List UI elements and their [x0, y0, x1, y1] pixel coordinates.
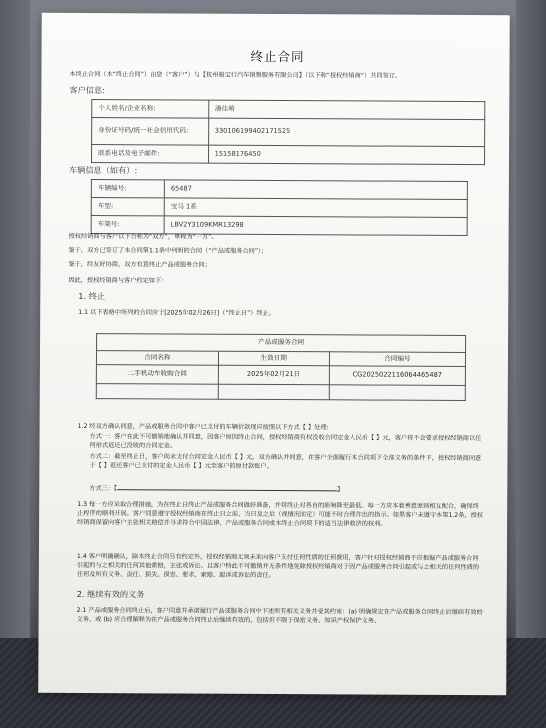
clause-1-2-option-1: 方式一：客户在此不可撤销地确认并同意，因客户原因终止合同，授权经销商有权没收合同定金人民币【 】元，客户将不会要求授权经销商以任何形式返还已没收的合同定金。	[89, 433, 482, 450]
option-3-blank	[117, 483, 337, 491]
customer-name-label: 个人姓名/企业名称:	[92, 100, 209, 119]
clause-1-2-option-3: 方式三：【	[89, 485, 118, 493]
cell-contract-number: CG2025022116064465487	[329, 366, 465, 386]
whereas-clause-1: 鉴于，双方已签订了本合同第1.1条中列明的合同（“产品或服务合同”）；	[68, 246, 268, 255]
table-row	[91, 145, 484, 165]
therefore-clause: 因此，授权经销商与客户约定如下：	[68, 276, 168, 285]
empty-cell	[96, 384, 218, 400]
product-table-caption: 产品或服务合同	[97, 334, 466, 353]
customer-contact-value: 15158176450	[208, 145, 484, 164]
table-row	[91, 198, 467, 218]
vehicle-number-label: 车辆编号:	[91, 180, 164, 198]
table-row	[92, 100, 485, 120]
vehicle-model-label: 车型:	[91, 198, 164, 216]
header-contract-name: 合同名称	[96, 351, 218, 366]
section-1-title: 1. 终止	[78, 290, 106, 302]
header-effective-date: 生效日期	[218, 351, 329, 366]
vehicle-model-value: 宝马 1系	[164, 198, 467, 218]
customer-contact-label: 联系电话及电子邮件:	[91, 145, 208, 164]
table-row	[91, 180, 467, 200]
table-row	[97, 334, 466, 353]
empty-cell	[218, 384, 329, 400]
clause-1-2: 1.2 经双方确认同意，产品或服务合同中客户已支付的车辆价款现应按照以下方式【 】处理:	[77, 422, 329, 432]
cell-effective-date: 2025年02月21日	[218, 365, 329, 385]
section-2-title: 2. 继续有效的义务	[76, 588, 145, 600]
customer-heading: 客户信息:	[69, 84, 105, 96]
background-left	[0, 0, 30, 728]
contract-paper	[38, 13, 510, 695]
vin-value: LBV2Y3109KMR13298	[164, 216, 467, 236]
clause-1-4: 1.4 客户明确确认，除本终止合同另有约定外，授权经销商无须未来向客户支付任何性质的任何费用，客户针对授权经销商不应根据产品或服务合同引起的与之相关的任何其他索赔，主张或诉讼。且客户特此不可撤销并无条件地免除授权经销商对于因产品或服务合同引起或与之相关的任何性质的任何及所有义务、责任、损失、损害、要求、索赔、起诉或诉讼的责任。	[76, 552, 480, 579]
clause-1-3: 1.3 每一方应采取合理措施，为在终止日终止产品或服务合同做好准备，并将终止对各自的影响降至最低。每一方应本着善意原则相互配合，确保终止程序的顺利开展。客户同意遵守授权经销商在终止日之前、当日及之后（视情况而定）可能不时合理作出的指示。如果客户未遵守本第1.2条，授权经销商保留向客户主张相关赔偿并寻求符合中国法律、产品或服务合同或本终止合同项下的适当法律救济的权利。	[77, 500, 484, 528]
vehicle-info-table	[91, 179, 468, 236]
vehicle-number-value: 65487	[164, 180, 467, 200]
intro-paragraph: 本终止合同（本“终止合同”）由您（“客户”）与【杭州骏宝行汽车销售服务有限公司】（以下称“授权经销商”）共同签订。	[69, 70, 402, 80]
empty-cell	[329, 385, 465, 401]
product-contract-table	[96, 333, 466, 401]
whereas-clause-2: 鉴于，经友好协商，双方有意终止产品或服务合同；	[68, 260, 211, 269]
table-row	[96, 365, 465, 386]
table-row	[92, 118, 485, 147]
background-right	[516, 0, 546, 728]
header-contract-number: 合同编号	[329, 352, 465, 367]
vin-label: 车架号:	[91, 216, 164, 234]
clause-1-1: 1.1 以下表格中所列的合同应于[2025年02月26日]（“终止日”）终止。	[78, 308, 276, 318]
clause-1-2-option-2: 方式二：截至终止日，客户尚未支付合同定金人民币【 】元，双方确认并同意，在客户全面履行本合同项下全部义务的条件下，授权经销商同意于【 】返还客户已支付的定金人民币【 】元至客户的原付款账户。	[89, 453, 482, 470]
clause-1-2-option-3-end: 】	[337, 486, 344, 494]
customer-name-value: 潘佳萌	[208, 100, 484, 119]
vehicle-heading: 车辆信息（如有）:	[68, 164, 138, 176]
clause-2-1: 2.1 产品或服务合同终止后，客户同意并承诺履行产品或服务合同中下述所有相关义务并受其约束：(a) 明确规定在产品或服务合同终止后继续有效的义务，或 (b) 应合理解释为在产品或服务合同终止后继续有效的，包括但不限于保密义务、知识产权保护义务、	[76, 606, 483, 625]
table-row	[96, 384, 465, 401]
paper-content	[68, 13, 486, 625]
document-title: 终止合同	[250, 48, 305, 65]
cell-contract-name: 二手机动车收购合同	[96, 365, 218, 385]
customer-id-value: 330106199402171525	[208, 118, 485, 146]
customer-info-table	[91, 99, 485, 165]
party-definition: 授权经销商与客户以下合称为“双方”，单称为“一方”。	[68, 232, 218, 241]
clause-1-2-option-3-row	[89, 483, 483, 496]
customer-id-label: 身份证号码/统一社会信用代码:	[92, 118, 209, 146]
